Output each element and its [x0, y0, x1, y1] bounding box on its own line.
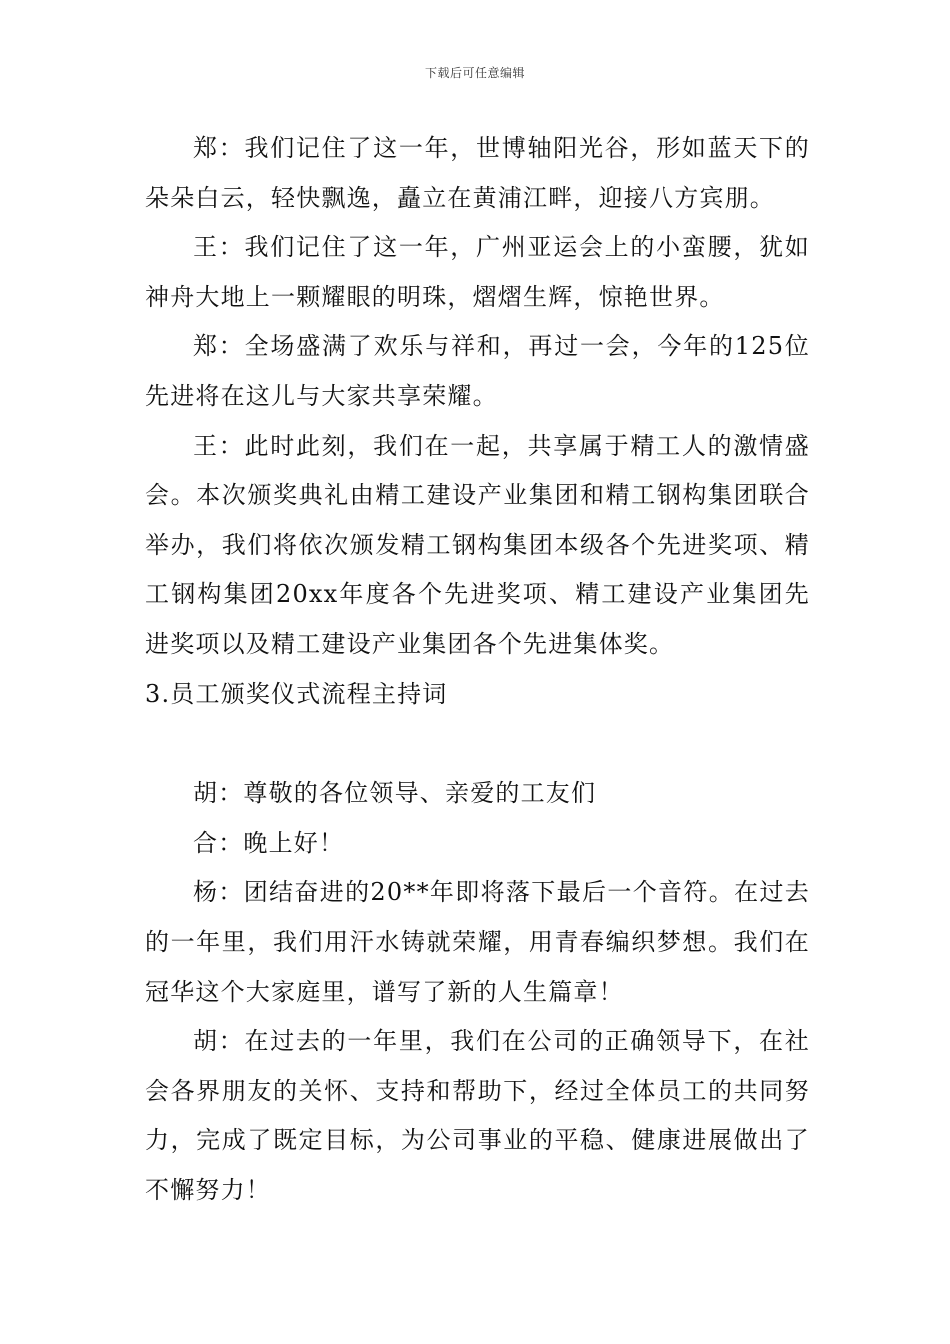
blank-line [145, 719, 810, 769]
paragraph: 合：晚上好！ [193, 828, 345, 857]
document-body [145, 124, 810, 1215]
paragraph: 郑：全场盛满了欢乐与祥和，再过一会，今年的125位先进将在这儿与大家共享荣耀。 [145, 332, 810, 410]
paragraph: 王：此时此刻，我们在一起，共享属于精工人的激情盛会。本次颁奖典礼由精工建设产业集团和精工钢构集团联合举办，我们将依次颁发精工钢构集团本级各个先进奖项、精工钢构集团20xx年度各个先进奖项、精工建设产业集团先进奖项以及精工建设产业集团各个先进集体奖。 [145, 431, 810, 658]
paragraph: 郑：我们记住了这一年，世博轴阳光谷，形如蓝天下的朵朵白云，轻快飘逸，矗立在黄浦江畔，迎接八方宾朋。 [145, 134, 810, 212]
paragraph: 胡：在过去的一年里，我们在公司的正确领导下，在社会各界朋友的关怀、支持和帮助下，经过全体员工的共同努力，完成了既定目标，为公司事业的平稳、健康进展做出了不懈努力！ [145, 1027, 810, 1204]
paragraph: 胡：尊敬的各位领导、亲爱的工友们 [193, 779, 597, 808]
page-header-note: 下载后可任意编辑 [424, 66, 525, 80]
paragraph: 王：我们记住了这一年，广州亚运会上的小蛮腰，犹如神舟大地上一颗耀眼的明珠，熠熠生辉，惊艳世界。 [145, 233, 810, 311]
paragraph: 杨：团结奋进的20**年即将落下最后一个音符。在过去的一年里，我们用汗水铸就荣耀，用青春编织梦想。我们在冠华这个大家庭里，谱写了新的人生篇章！ [145, 878, 810, 1006]
section-heading: 3.员工颁奖仪式流程主持词 [145, 679, 448, 708]
